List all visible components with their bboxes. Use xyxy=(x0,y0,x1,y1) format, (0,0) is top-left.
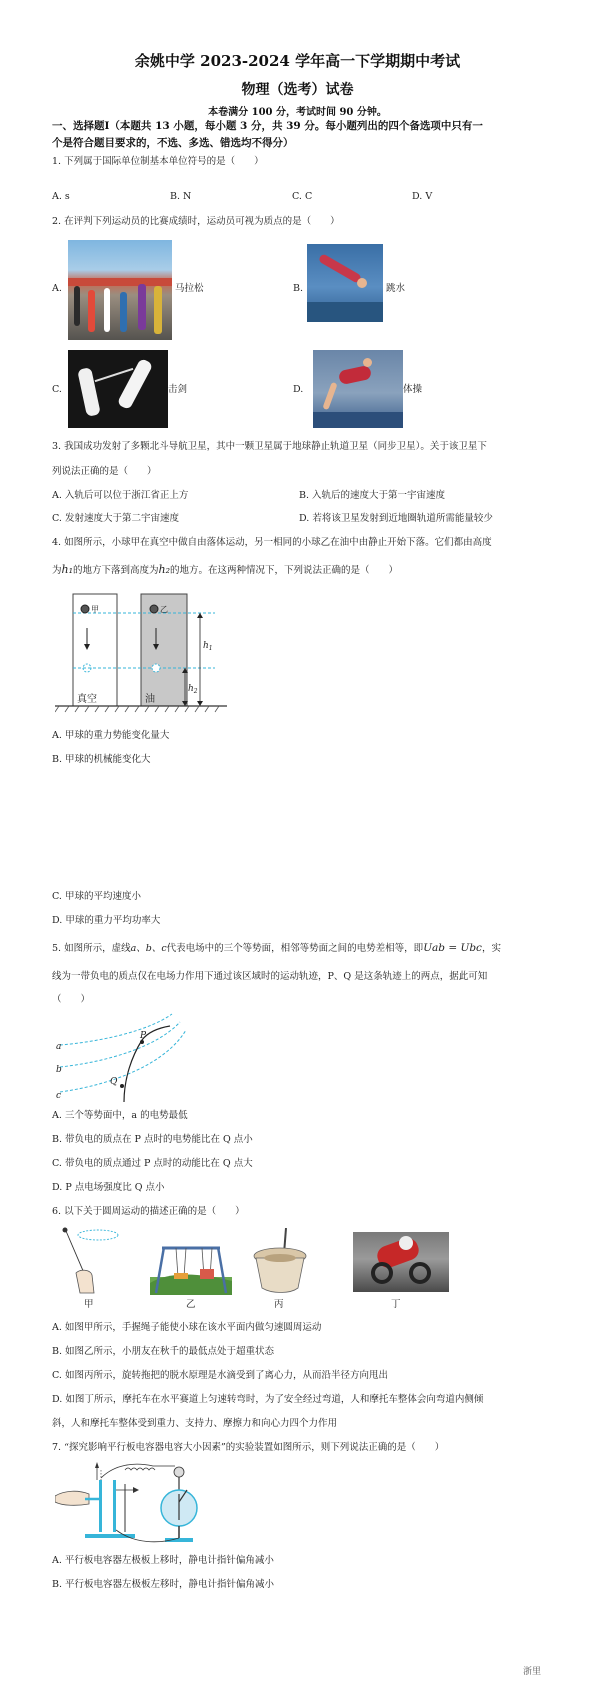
gymnastics-photo xyxy=(313,350,403,428)
section-heading-line2: 个是符合题目要求的，不选、多选、错选均不得分） xyxy=(52,137,294,149)
footer-mark: 浙里 xyxy=(523,1667,542,1677)
fencing-photo xyxy=(68,350,168,428)
q6-motorcycle-photo xyxy=(353,1232,449,1292)
q3-option-d: D. 若将该卫星发射到近地圈轨道所需能量较少 xyxy=(299,513,493,524)
marathon-photo xyxy=(68,240,172,340)
q4-falling-ball-figure xyxy=(55,590,235,714)
q6-stem: 6. 以下关于圆周运动的描述正确的是（ ） xyxy=(52,1206,245,1217)
q2-letter-a: A. xyxy=(52,283,62,294)
q4-option-a: A. 甲球的重力势能变化量大 xyxy=(52,730,170,741)
label-b: b xyxy=(56,1065,62,1075)
q3-option-c: C. 发射速度大于第二宇宙速度 xyxy=(52,513,179,524)
q5-option-d: D. P 点电场强度比 Q 点小 xyxy=(52,1182,165,1193)
q2-letter-b: B. xyxy=(293,283,304,294)
h2-label: $h_2$ xyxy=(188,684,198,695)
q6-option-c: C. 如图丙所示，旋转拖把的脱水原理是水滴受到了离心力，从而沿半径方向甩出 xyxy=(52,1370,388,1381)
q6-option-d-line2: 斜，人和摩托车整体受到重力、支持力、摩擦力和向心力四个力作用 xyxy=(52,1418,338,1429)
q4-h1-symbol: h₁ xyxy=(61,563,74,576)
q1-option-b: B. N xyxy=(170,191,192,202)
q6-caption-jia: 甲 xyxy=(84,1299,94,1310)
q2-caption-a: 马拉松 xyxy=(175,283,204,294)
q2-letter-d: D. xyxy=(293,384,304,395)
q6-spin-mop-figure xyxy=(250,1228,310,1294)
label-q: Q xyxy=(110,1077,118,1087)
q6-option-b: B. 如图乙所示，小朋友在秋千的最低点处于超重状态 xyxy=(52,1346,275,1357)
q7-option-b: B. 平行板电容器左极板左移时，静电计指针偏角减小 xyxy=(52,1579,275,1590)
q7-stem: 7. “探究影响平行板电容器电容大小因素”的实验装置如图所示，则下列说法正确的是（ ） xyxy=(52,1442,445,1453)
q7-option-a: A. 平行板电容器左极板上移时，静电计指针偏角减小 xyxy=(52,1555,274,1566)
exam-note: 本卷满分 100 分，考试时间 90 分钟。 xyxy=(208,107,387,118)
q3-option-b: B. 入轨后的速度大于第一宇宙速度 xyxy=(299,490,446,501)
q6-caption-yi: 乙 xyxy=(186,1299,196,1310)
section-heading-line1: 一、选择题Ⅰ（本题共 13 小题，每小题 3 分，共 39 分。每小题列出的四个备选项中只有一 xyxy=(52,120,483,132)
ball-yi xyxy=(150,605,158,613)
diving-photo xyxy=(307,244,383,322)
q4-option-d: D. 甲球的重力平均功率大 xyxy=(52,915,161,926)
q4-stem-line1: 4. 如图所示，小球甲在真空中做自由落体运动，另一相同的小球乙在油中由静止开始下落。它们都由高度 xyxy=(52,537,492,548)
exam-subtitle: 物理（选考）试卷 xyxy=(241,82,354,98)
q5-option-b: B. 带负电的质点在 P 点时的电势能比在 Q 点小 xyxy=(52,1134,253,1145)
q5-equipotential-figure xyxy=(52,1012,187,1102)
q4-h2-symbol: h₂ xyxy=(158,563,171,576)
q6-option-d-line1: D. 如图丁所示，摩托车在水平赛道上匀速转弯时，为了安全经过弯道，人和摩托车整体会向弯道内侧倾 xyxy=(52,1394,484,1405)
exam-title: 余姚中学 2023-2024 学年高一下学期期中考试 xyxy=(134,52,461,70)
label-c: c xyxy=(56,1091,62,1101)
q2-caption-c: 击剑 xyxy=(168,384,188,395)
q5-stem-line2: 线为一带负电的质点仅在电场力作用下通过该区域时的运动轨迹，P、Q 是这条轨迹上的两点，据此可知 xyxy=(52,971,488,982)
h1-label: $h_1$ xyxy=(203,641,213,652)
q5-equation: Uab = Ubc xyxy=(423,942,482,954)
q2-caption-b: 跳水 xyxy=(386,283,406,294)
oil-label: 油 xyxy=(145,694,155,705)
ball-jia xyxy=(81,605,89,613)
ball-jia-label: 甲 xyxy=(91,605,99,614)
q3-stem-line2: 列说法正确的是（ ） xyxy=(52,466,157,477)
q3-option-a: A. 入轨后可以位于浙江省正上方 xyxy=(52,490,189,501)
q6-caption-bing: 丙 xyxy=(274,1299,284,1310)
q5-stem-line1: 5. 如图所示，虚线a、b、c代表电场中的三个等势面，相邻等势面之间的电势差相等，即Uab = Ubc，实 xyxy=(52,942,501,954)
q3-stem-line1: 3. 我国成功发射了多颗北斗导航卫星，其中一颗卫星属于地球静止轨道卫星（同步卫星）。关于该卫星下 xyxy=(52,441,487,452)
q6-option-a: A. 如图甲所示，手握绳子能使小球在该水平面内做匀速圆周运动 xyxy=(52,1322,322,1333)
q1-option-d: D. V xyxy=(412,191,433,202)
q4-option-b: B. 甲球的机械能变化大 xyxy=(52,754,151,765)
ball-yi-label: 乙 xyxy=(160,605,168,614)
q2-caption-d: 体操 xyxy=(403,384,423,395)
q2-letter-c: C. xyxy=(52,384,62,395)
q4-stem-line2: 为h₁的地方下落到高度为h₂的地方。在这两种情况下，下列说法正确的是（ ） xyxy=(52,563,399,576)
q6-swing-figure xyxy=(150,1243,232,1295)
q4-option-c: C. 甲球的平均速度小 xyxy=(52,891,141,902)
q1-option-c: C. C xyxy=(292,191,313,202)
vacuum-label: 真空 xyxy=(77,694,97,705)
q7-capacitor-figure xyxy=(55,1460,205,1546)
q2-stem: 2. 在评判下列运动员的比赛成绩时，运动员可视为质点的是（ ） xyxy=(52,216,340,227)
q1-option-a: A. s xyxy=(52,191,70,202)
label-a: a xyxy=(56,1042,62,1052)
q6-caption-ding: 丁 xyxy=(391,1299,401,1310)
q5-stem-line3: （ ） xyxy=(52,994,91,1005)
q1-stem: 1. 下列属于国际单位制基本单位符号的是（ ） xyxy=(52,156,264,167)
q5-option-a: A. 三个等势面中，a 的电势最低 xyxy=(52,1110,188,1121)
label-p: P xyxy=(140,1031,147,1041)
q6-hand-rope-figure xyxy=(58,1225,120,1297)
q5-option-c: C. 带负电的质点通过 P 点时的动能比在 Q 点大 xyxy=(52,1158,253,1169)
